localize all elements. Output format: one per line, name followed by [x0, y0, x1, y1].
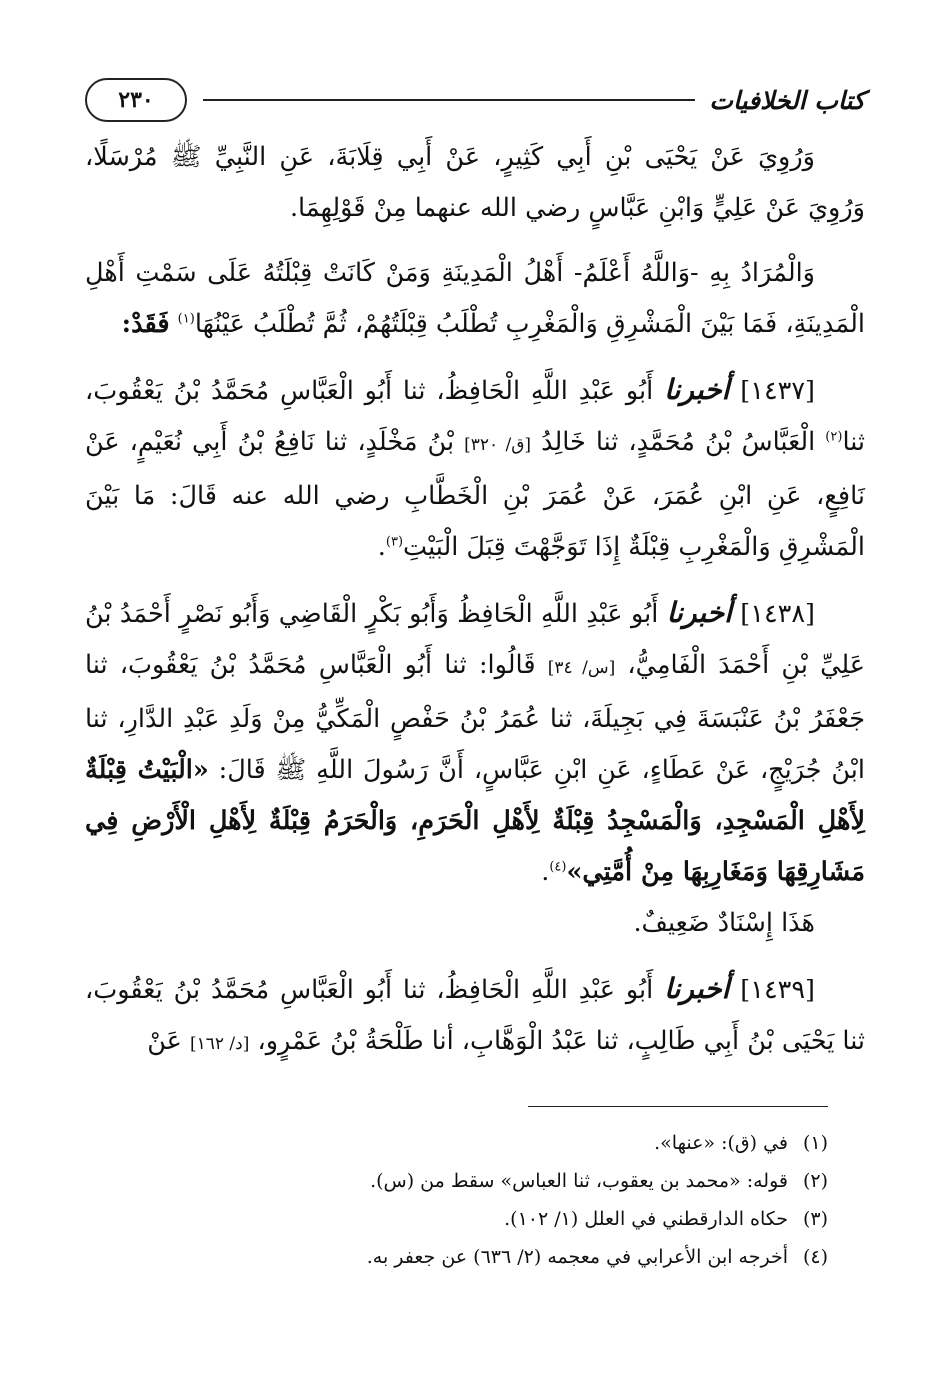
book-title: كتاب الخلافيات — [709, 85, 865, 115]
footnote-ref: (٤) — [549, 859, 567, 875]
punctuation: . — [377, 532, 386, 562]
footnote-item — [128, 1124, 828, 1162]
akhbarana-word: أخبرنا — [664, 972, 730, 1005]
isnad-text: أَبُو عَبْدِ اللَّهِ الْحَافِظُ، ثنا أَبُو الْعَبَّاسِ مُحَمَّدُ بْنُ يَعْقُوبَ، ثنا يَحْيَى بْنُ أَبِي طَالِبٍ، ثنا عَبْدُ الْوَهَّابِ، أنا طَلْحَةُ بْنُ عَمْرٍو، — [85, 975, 865, 1056]
hadith-number: [١٤٣٨] — [740, 599, 815, 629]
footnote-ref: (٣) — [385, 534, 404, 550]
footnote-item — [128, 1200, 828, 1238]
page-number-badge — [85, 78, 187, 122]
footnote-number: (١) — [802, 1132, 828, 1154]
manuscript-ref: [د/ ١٦٢] — [189, 1034, 250, 1054]
footnote-ref: (٢) — [825, 429, 843, 445]
header-rule — [203, 99, 695, 101]
isnad-text: أَبُو عَبْدِ اللَّهِ الْحَافِظُ، ثنا أَبُو الْعَبَّاسِ مُحَمَّدُ بْنُ يَعْقُوبَ، ثنا — [85, 376, 865, 457]
hadith-matn: «الْبَيْتُ قِبْلَةٌ لِأَهْلِ الْمَسْجِدِ، وَالْمَسْجِدُ قِبْلَةٌ لِأَهْلِ الْحَرَمِ، وَالْحَرَمُ قِبْلَةٌ لِأَهْلِ الْأَرْضِ فِي مَشَارِقِهَا وَمَغَارِبِهَا مِنْ أُمَّتِي» — [85, 755, 865, 887]
isnad-text: عَنْ — [147, 1026, 182, 1056]
paragraph-text: وَرُوِيَ عَنْ يَحْيَى بْنِ أَبِي كَثِيرٍ، عَنْ أَبِي قِلَابَةَ، عَنِ النَّبِيِّ ﷺ مُرْسَلًا، وَرُوِيَ عَنْ عَلِيٍّ وَابْنِ عَبَّاسٍ رضي الله عنهما مِنْ قَوْلِهِمَا. — [85, 142, 865, 223]
footnote-number: (٤) — [802, 1246, 828, 1268]
hadith-1437 — [85, 364, 865, 573]
running-header — [85, 72, 865, 128]
footnote-number: (٣) — [802, 1208, 828, 1230]
footnote-number: (٢) — [802, 1170, 828, 1192]
footnote-item — [128, 1238, 828, 1276]
manuscript-ref: [س/ ٣٤] — [547, 658, 616, 678]
paragraph-text: وَالْمُرَادُ بِهِ -وَاللَّهُ أَعْلَمُ- أَهْلُ الْمَدِينَةِ وَمَنْ كَانَتْ قِبْلَتُهُ عَلَى سَمْتِ أَهْلِ الْمَدِينَةِ، فَمَا بَيْنَ الْمَشْرِقِ وَالْمَغْرِبِ تُطْلَبُ قِبْلَتُهُمْ، ثُمَّ تُطْلَبُ عَيْنُهَا — [85, 258, 865, 339]
akhbarana-word: أخبرنا — [664, 373, 730, 406]
isnad-text: قَالُوا: ثنا أَبُو الْعَبَّاسِ مُحَمَّدُ بْنُ يَعْقُوبَ، ثنا جَعْفَرُ بْنُ عَنْبَسَةَ فِي بَجِيلَةَ، ثنا عُمَرُ بْنُ حَفْصٍ الْمَكِّيُّ مِنْ وَلَدِ عَبْدِ الدَّارِ، ثنا ابْنُ جُرَيْجٍ، عَنْ عَطَاءٍ، عَنِ ابْنِ عَبَّاسٍ، أَنَّ رَسُولَ اللَّهِ ﷺ قَالَ: — [85, 650, 865, 785]
footnote-text: أخرجه ابن الأعرابي في معجمه (٢/ ٦٣٦) عن جعفر به. — [366, 1246, 788, 1268]
manuscript-ref: [ق/ ٣٢٠] — [464, 435, 532, 455]
paragraph-explanation — [85, 248, 865, 350]
footnote-item — [128, 1162, 828, 1200]
footnote-text: حكاه الدارقطني في العلل (١/ ١٠٢). — [504, 1208, 788, 1230]
punctuation: . — [541, 857, 550, 887]
footnotes — [128, 1124, 828, 1276]
isnad-text: أَبُو عَبْدِ اللَّهِ الْحَافِظُ وَأَبُو بَكْرٍ الْقَاضِي وَأَبُو نَصْرٍ أَحْمَدُ بْنُ عَلِيِّ بْنِ أَحْمَدَ الْفَامِيُّ، — [85, 599, 866, 680]
paragraph-text: فَقَدْ: — [121, 309, 170, 339]
hadith-1439 — [85, 963, 865, 1070]
footnote-text: قوله: «محمد بن يعقوب، ثنا العباس» سقط من (س). — [370, 1170, 788, 1192]
hadith-number: [١٤٣٧] — [740, 376, 815, 406]
paragraph-mursal — [85, 132, 865, 234]
akhbarana-word: أخبرنا — [666, 596, 732, 629]
isnad-text: بْنُ مَخْلَدٍ، ثنا نَافِعُ بْنُ أَبِي نُعَيْمٍ، عَنْ نَافِعٍ، عَنِ ابْنِ عُمَرَ، عَنْ عُمَرَ بْنِ الْخَطَّابِ رضي الله عنه قَالَ: مَا بَيْنَ الْمَشْرِقِ وَالْمَغْرِبِ قِبْلَةٌ إِذَا تَوَجَّهْتَ قِبَلَ الْبَيْتِ — [85, 427, 865, 562]
hadith-number: [١٤٣٩] — [740, 975, 815, 1005]
main-text — [85, 132, 865, 1084]
hadith-1438 — [85, 587, 865, 949]
page-number: ٢٣٠ — [118, 87, 154, 113]
weak-isnad-note: هَذَا إِسْنَادٌ ضَعِيفٌ. — [633, 908, 815, 938]
footnote-ref: (١) — [177, 311, 195, 327]
isnad-text: الْعَبَّاسُ بْنُ مُحَمَّدٍ، ثنا خَالِدُ — [541, 427, 816, 457]
footnote-separator — [528, 1106, 828, 1107]
footnote-text: في (ق): «عنها». — [654, 1132, 788, 1154]
